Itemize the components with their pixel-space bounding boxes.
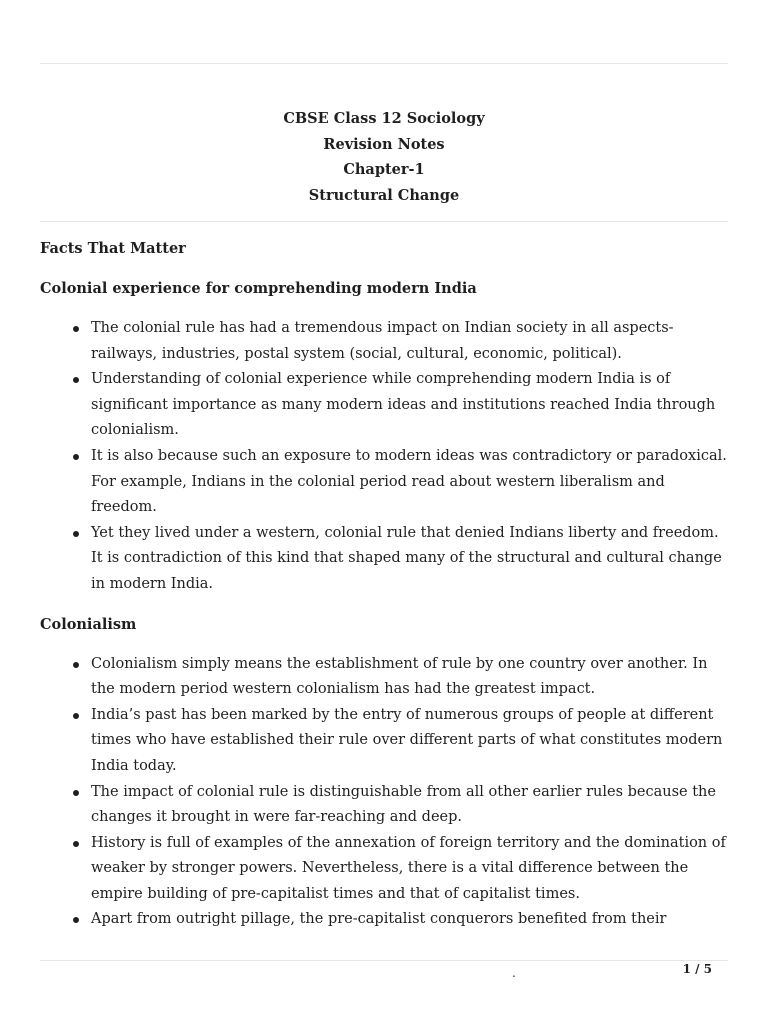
list-item: History is full of examples of the annexation of foreign territory and the domination of weaker by stronger powers. Nevertheless, there is a vital difference between the empire building of pre-capitalist times and that of capitalist times. bbox=[40, 831, 730, 908]
title-line-chapter: Chapter-1 bbox=[343, 161, 425, 178]
facts-heading: Facts That Matter bbox=[40, 240, 186, 257]
colonialism-heading: Colonialism bbox=[40, 615, 137, 633]
colonialism-list bbox=[40, 652, 730, 934]
list-item: Apart from outright pillage, the pre-capitalist conquerors benefited from their bbox=[40, 907, 730, 933]
list-item: The colonial rule has had a tremendous impact on Indian society in all aspects-railways, industries, postal system (social, cultural, economic, political). bbox=[40, 316, 730, 367]
list-item: Understanding of colonial experience while comprehending modern India is of significant importance as many modern ideas and institutions reached India through colonialism. bbox=[40, 367, 730, 444]
document-body bbox=[40, 236, 730, 933]
document-title-block bbox=[0, 106, 768, 208]
footer-dot: . bbox=[512, 966, 516, 980]
list-item: Colonialism simply means the establishment of rule by one country over another. In the modern period western colonialism has had the greatest impact. bbox=[40, 652, 730, 703]
footer-divider bbox=[40, 960, 728, 961]
colonial-experience-list bbox=[40, 316, 730, 598]
title-line-topic: Structural Change bbox=[308, 186, 460, 204]
list-item: India’s past has been marked by the entry of numerous groups of people at different times who have established their rule over different parts of what constitutes modern India today. bbox=[40, 703, 730, 780]
title-divider bbox=[40, 221, 728, 222]
colonial-experience-heading: Colonial experience for comprehending modern India bbox=[40, 280, 477, 297]
list-item: Yet they lived under a western, colonial rule that denied Indians liberty and freedom. It is contradiction of this kind that shaped many of the structural and cultural change in modern India. bbox=[40, 521, 730, 598]
page-number: 1 / 5 bbox=[682, 962, 712, 976]
title-line-notes: Revision Notes bbox=[323, 135, 445, 153]
top-divider bbox=[40, 63, 728, 64]
list-item: The impact of colonial rule is distinguishable from all other earlier rules because the changes it brought in were far-reaching and deep. bbox=[40, 780, 730, 831]
title-line-board: CBSE Class 12 Sociology bbox=[283, 110, 485, 127]
list-item: It is also because such an exposure to modern ideas was contradictory or paradoxical. For example, Indians in the colonial period read about western liberalism and freedom. bbox=[40, 444, 730, 521]
